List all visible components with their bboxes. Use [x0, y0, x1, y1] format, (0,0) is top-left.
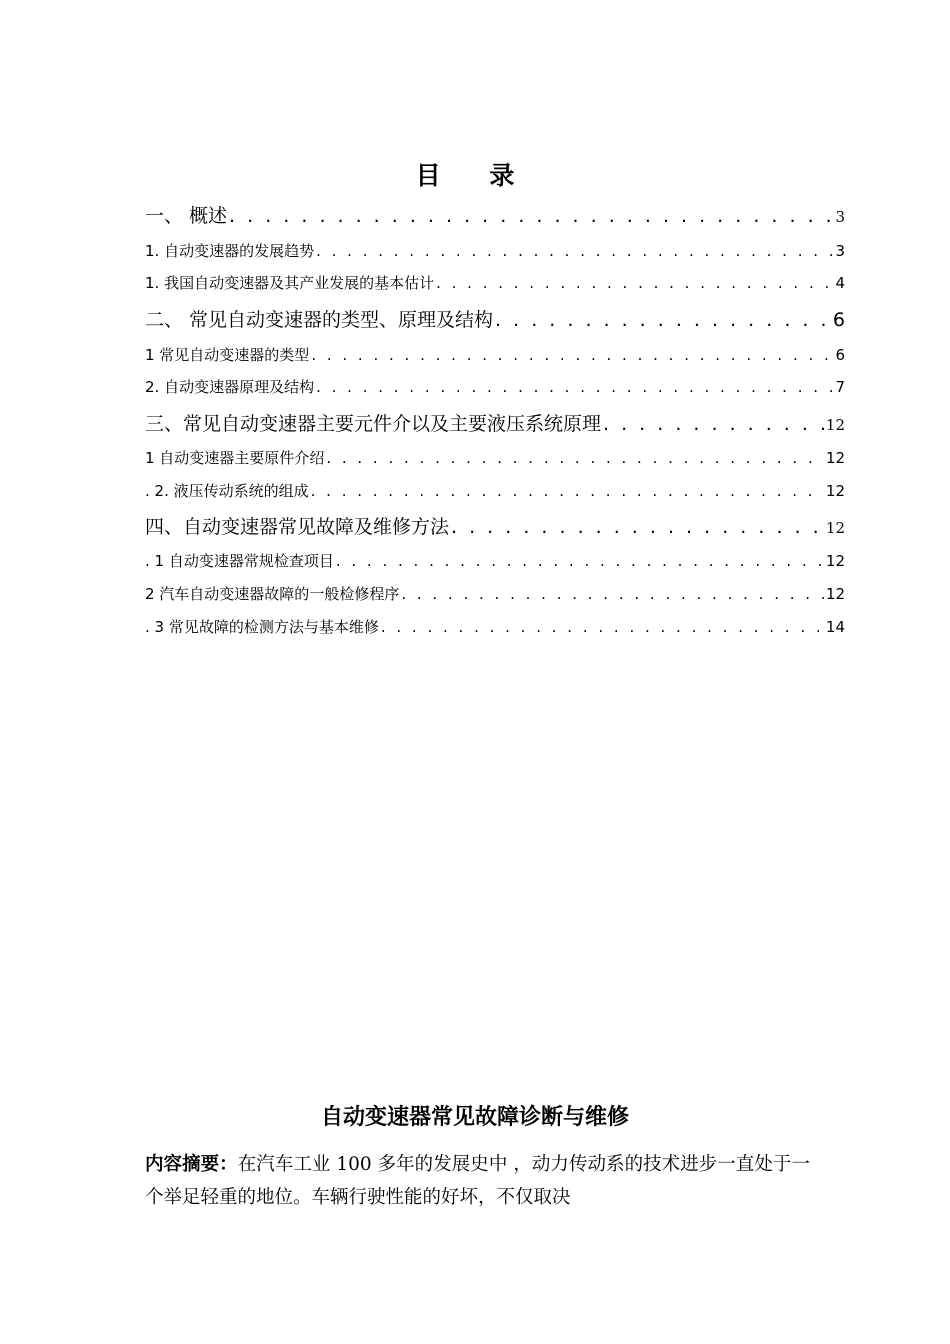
toc-title: 目 录 [415, 161, 535, 190]
toc-entry[interactable] [145, 583, 845, 604]
abstract-label: 内容摘要： [145, 1154, 238, 1175]
toc-entry-label: 1 自动变速器主要原件介绍 [145, 449, 325, 467]
toc-entry-page: 6 [835, 346, 845, 364]
toc-leader-dots [311, 482, 824, 500]
toc-leader-dots [316, 378, 833, 396]
toc-leader-dots [229, 205, 833, 227]
toc-entry-page: 6 [832, 309, 845, 331]
toc-entry[interactable] [145, 512, 845, 539]
toc-entry-label: 2 汽车自动变速器故障的一般检修程序 [145, 585, 400, 603]
toc-entry[interactable] [145, 272, 845, 293]
toc-leader-dots [311, 346, 833, 364]
toc-entry[interactable] [145, 376, 845, 397]
toc-entry[interactable] [145, 616, 845, 637]
toc-leader-dots [451, 516, 824, 538]
toc-entry-label: 1 常见自动变速器的类型 [145, 346, 310, 364]
toc-entry-label: 二、 常见自动变速器的类型、原理及结构 [145, 309, 494, 331]
abstract-paragraph [145, 1148, 810, 1214]
toc-entry-page: 12 [825, 519, 845, 537]
toc-entry[interactable] [145, 550, 845, 571]
toc-entry[interactable] [145, 409, 845, 436]
toc-entry-label: 一、 概述 [145, 205, 228, 227]
toc-entry-label: . 3 常见故障的检测方法与基本维修 [145, 618, 379, 636]
toc-entry-page: 12 [825, 416, 845, 434]
toc-entry[interactable] [145, 344, 845, 365]
toc-leader-dots [495, 309, 831, 331]
toc-leader-dots [603, 413, 824, 435]
toc-leader-dots [401, 585, 824, 603]
abstract-text: 在汽车工业 100 多年的发展史中 ，动力传动系的技术进步一直处于一个举足轻重的地位。车辆行驶性能的好坏，不仅取决 [145, 1154, 810, 1208]
toc-entry-label: 三、常见自动变速器主要元件介以及主要液压系统原理 [145, 413, 602, 435]
toc-entry-label: 2. 自动变速器原理及结构 [145, 378, 315, 396]
toc-entry[interactable] [145, 447, 845, 468]
toc-entry-label: 四、自动变速器常见故障及维修方法 [145, 516, 450, 538]
toc-entry-label: . 1 自动变速器常规检查项目 [145, 552, 334, 570]
toc-entry-page: 3 [835, 242, 845, 260]
toc-leader-dots [381, 618, 824, 636]
toc-entry[interactable] [145, 201, 845, 228]
toc-leader-dots [326, 449, 824, 467]
toc-leader-dots [436, 274, 833, 292]
toc-entry-page: 12 [825, 552, 845, 570]
toc-entry-label: 1. 我国自动变速器及其产业发展的基本估计 [145, 274, 435, 292]
toc-entry-page: 3 [835, 208, 845, 226]
toc-entry-page: 12 [825, 482, 845, 500]
toc-entry[interactable] [145, 240, 845, 261]
toc-entry-label: . 2. 液压传动系统的组成 [145, 482, 309, 500]
toc-entry-page: 7 [835, 378, 845, 396]
toc-leader-dots [336, 552, 824, 570]
toc-entry-page: 14 [825, 618, 845, 636]
toc-entry-page: 12 [825, 585, 845, 603]
document-title: 自动变速器常见故障诊断与维修 [320, 1105, 629, 1130]
toc-entry[interactable] [145, 480, 845, 501]
toc-entry-page: 4 [835, 274, 845, 292]
toc-entry-label: 1. 自动变速器的发展趋势 [145, 242, 315, 260]
toc-entry[interactable] [145, 305, 845, 332]
toc-entry-page: 12 [825, 449, 845, 467]
toc-leader-dots [316, 242, 833, 260]
